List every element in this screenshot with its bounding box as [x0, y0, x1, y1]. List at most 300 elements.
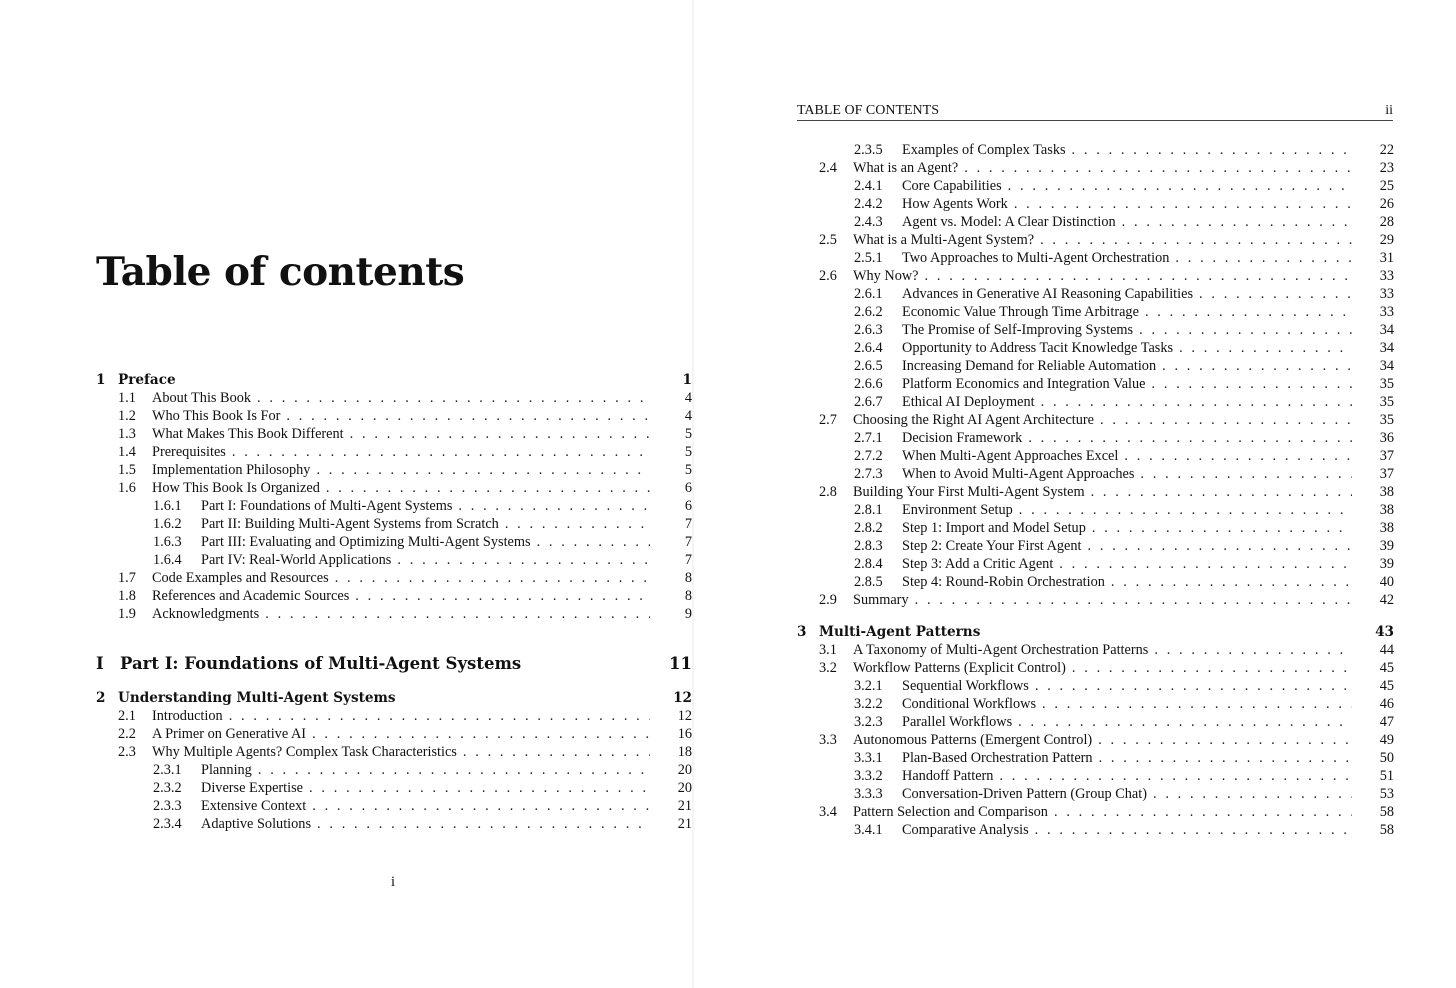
toc-entry-number: 1.5	[118, 462, 136, 478]
toc-entry-page: 39	[1379, 538, 1394, 554]
toc-entry-page: 7	[684, 552, 692, 568]
toc-entry-page: 8	[684, 588, 692, 604]
dot-leader	[1139, 322, 1352, 339]
dot-leader	[505, 516, 650, 533]
toc-entry-page: 35	[1379, 376, 1394, 392]
toc-entry-page: 38	[1379, 502, 1394, 518]
toc-entry-title: A Primer on Generative AI	[152, 726, 307, 742]
dot-leader	[257, 390, 650, 407]
toc-entry-number: 2.6.6	[854, 376, 883, 392]
toc-entry-title: Environment Setup	[902, 502, 1013, 518]
toc-entry-number: 3	[797, 624, 807, 640]
toc-entry-number: 2.8	[819, 484, 837, 500]
dot-leader	[309, 780, 650, 797]
dot-leader	[964, 160, 1352, 177]
toc-entry-title: Pattern Selection and Comparison	[853, 804, 1048, 820]
toc-entry[interactable]	[854, 786, 1394, 804]
toc-entry-page: 40	[1379, 574, 1394, 590]
dot-leader	[258, 762, 650, 779]
toc-entry-title: Part III: Evaluating and Optimizing Multi-Agent Systems	[201, 534, 531, 550]
toc-entry-number: 1.7	[118, 570, 136, 586]
toc-entry-number: 1.6.2	[153, 516, 182, 532]
toc-entry-title: Adaptive Solutions	[201, 816, 312, 832]
toc-entry-title: Opportunity to Address Tacit Knowledge Tasks	[902, 340, 1174, 356]
toc-entry-number: 1.6.1	[153, 498, 182, 514]
toc-entry-title: Step 4: Round-Robin Orchestration	[902, 574, 1105, 590]
toc-entry[interactable]	[118, 570, 692, 588]
toc-entry-title: Autonomous Patterns (Emergent Control)	[853, 732, 1093, 748]
toc-entry-page: 42	[1379, 592, 1394, 608]
toc-entry-number: 3.3.3	[854, 786, 883, 802]
toc-entry-title: Extensive Context	[201, 798, 307, 814]
toc-entry-number: 3.2.1	[854, 678, 883, 694]
toc-entry-page: 6	[684, 498, 692, 514]
toc-entry-number: 2.6.7	[854, 394, 883, 410]
toc-entry[interactable]	[854, 142, 1394, 160]
toc-entry-page: 31	[1379, 250, 1394, 266]
toc-entry-page: 51	[1379, 768, 1394, 784]
toc-entry-number: 2.6.3	[854, 322, 883, 338]
toc-entry[interactable]	[153, 816, 692, 834]
toc-entry[interactable]	[819, 268, 1394, 286]
toc-entry[interactable]	[118, 444, 692, 462]
toc-entry-page: 16	[677, 726, 692, 742]
toc-entry-number: 2.4.1	[854, 178, 883, 194]
toc-entry[interactable]	[797, 624, 1394, 642]
toc-entry-title: Why Multiple Agents? Complex Task Characteristics	[152, 744, 457, 760]
toc-entry[interactable]	[854, 502, 1394, 520]
toc-entry-title: Conditional Workflows	[902, 696, 1037, 712]
dot-leader	[232, 444, 650, 461]
dot-leader	[1014, 196, 1352, 213]
toc-entry[interactable]	[854, 768, 1394, 786]
toc-entry-number: 2.5	[819, 232, 837, 248]
toc-entry-page: 7	[684, 516, 692, 532]
dot-leader	[1059, 556, 1352, 573]
toc-entry[interactable]	[819, 660, 1394, 678]
toc-entry[interactable]	[854, 358, 1394, 376]
toc-entry-title: Agent vs. Model: A Clear Distinction	[902, 214, 1116, 230]
toc-entry-page: 18	[677, 744, 692, 760]
toc-entry-number: 2.3.2	[153, 780, 182, 796]
toc-entry-page: 58	[1379, 822, 1394, 838]
toc-entry[interactable]	[153, 780, 692, 798]
toc-entry-number: 2.3.1	[153, 762, 182, 778]
toc-entry-page: 26	[1379, 196, 1394, 212]
page-title: Table of contents	[96, 249, 465, 295]
toc-entry-title: Diverse Expertise	[201, 780, 304, 796]
toc-entry[interactable]	[854, 394, 1394, 412]
toc-entry-page: 39	[1379, 556, 1394, 572]
toc-entry-number: 3.4	[819, 804, 837, 820]
toc-entry-page: 34	[1379, 322, 1394, 338]
toc-entry-page: 44	[1379, 642, 1394, 658]
toc-entry[interactable]	[118, 588, 692, 606]
running-header	[797, 103, 1393, 121]
toc-entry-title: Economic Value Through Time Arbitrage	[902, 304, 1139, 320]
toc-entry[interactable]	[153, 798, 692, 816]
toc-entry-page: 5	[684, 426, 692, 442]
dot-leader	[1140, 466, 1352, 483]
toc-entry-title: Parallel Workflows	[902, 714, 1013, 730]
toc-entry-number: 2.6.4	[854, 340, 883, 356]
toc-entry-number: 3.3.1	[854, 750, 883, 766]
dot-leader	[1100, 412, 1352, 429]
toc-entry-page: 23	[1379, 160, 1394, 176]
toc-entry-number: 2.7.2	[854, 448, 883, 464]
dot-leader	[1111, 574, 1352, 591]
toc-entry-page: 38	[1379, 520, 1394, 536]
toc-entry-number: 3.3	[819, 732, 837, 748]
toc-entry-title: Part IV: Real-World Applications	[201, 552, 392, 568]
dot-leader	[1092, 520, 1352, 537]
running-header-title: TABLE OF CONTENTS	[797, 103, 939, 118]
dot-leader	[1175, 250, 1352, 267]
dot-leader	[1008, 178, 1352, 195]
toc-entry-number: 2.8.4	[854, 556, 883, 572]
toc-entry-number: 2.1	[118, 708, 136, 724]
toc-entry-page: 7	[684, 534, 692, 550]
dot-leader	[925, 268, 1352, 285]
dot-leader	[312, 798, 650, 815]
toc-entry-number: 2.6	[819, 268, 837, 284]
toc-entry-title: Workflow Patterns (Explicit Control)	[853, 660, 1066, 676]
toc-entry-number: I	[96, 654, 104, 673]
toc-entry-page: 37	[1379, 448, 1394, 464]
dot-leader	[350, 426, 650, 443]
toc-entry[interactable]	[819, 732, 1394, 750]
toc-entry[interactable]	[854, 678, 1394, 696]
toc-entry[interactable]	[854, 430, 1394, 448]
toc-entry-page: 35	[1379, 394, 1394, 410]
dot-leader	[1162, 358, 1352, 375]
dot-leader	[317, 816, 650, 833]
toc-entry-number: 1.6.3	[153, 534, 182, 550]
toc-entry[interactable]	[153, 516, 692, 534]
toc-entry[interactable]	[819, 642, 1394, 660]
toc-entry-page: 38	[1379, 484, 1394, 500]
toc-entry[interactable]	[118, 390, 692, 408]
toc-entry[interactable]	[153, 534, 692, 552]
toc-entry-title: Part I: Foundations of Multi-Agent Systems	[120, 654, 522, 673]
toc-entry-title: Comparative Analysis	[902, 822, 1029, 838]
dot-leader	[229, 708, 650, 725]
toc-entry-title: Preface	[118, 372, 176, 388]
toc-entry[interactable]	[819, 804, 1394, 822]
toc-entry[interactable]	[854, 376, 1394, 394]
toc-entry-page: 36	[1379, 430, 1394, 446]
toc-entry-number: 1.6.4	[153, 552, 182, 568]
toc-entry-title: Handoff Pattern	[902, 768, 994, 784]
toc-entry[interactable]	[118, 606, 692, 624]
dot-leader	[1145, 304, 1352, 321]
toc-entry-page: 34	[1379, 340, 1394, 356]
left-page	[0, 0, 692, 988]
toc-entry-title: Planning	[201, 762, 252, 778]
toc-entry-page: 12	[677, 708, 692, 724]
toc-entry-title: Step 2: Create Your First Agent	[902, 538, 1082, 554]
dot-leader	[355, 588, 650, 605]
toc-entry-number: 2.9	[819, 592, 837, 608]
toc-entry-title: Code Examples and Resources	[152, 570, 329, 586]
toc-entry-page: 4	[684, 390, 692, 406]
toc-entry[interactable]	[118, 744, 692, 762]
toc-entry-title: A Taxonomy of Multi-Agent Orchestration Patterns	[853, 642, 1149, 658]
running-header-page-number: ii	[1385, 103, 1393, 118]
toc-entry-page: 5	[684, 462, 692, 478]
toc-entry-title: What Makes This Book Different	[152, 426, 344, 442]
toc-entry-title: What is a Multi-Agent System?	[853, 232, 1035, 248]
toc-entry[interactable]	[854, 556, 1394, 574]
dot-leader	[458, 498, 650, 515]
toc-entry-title: Conversation-Driven Pattern (Group Chat)	[902, 786, 1147, 802]
toc-entry-title: How Agents Work	[902, 196, 1008, 212]
toc-entry-title: Step 1: Import and Model Setup	[902, 520, 1086, 536]
dot-leader	[1019, 502, 1352, 519]
toc-entry-number: 3.2.2	[854, 696, 883, 712]
toc-entry-page: 1	[682, 372, 692, 388]
toc-entry-number: 1.8	[118, 588, 136, 604]
dot-leader	[326, 480, 650, 497]
toc-entry-title: Decision Framework	[902, 430, 1023, 446]
dot-leader	[999, 768, 1352, 785]
toc-entry-number: 2.7.1	[854, 430, 883, 446]
toc-entry-page: 20	[677, 780, 692, 796]
toc-entry-number: 2.8.5	[854, 574, 883, 590]
toc-entry[interactable]	[854, 448, 1394, 466]
dot-leader	[312, 726, 650, 743]
toc-entry[interactable]	[854, 538, 1394, 556]
dot-leader	[1042, 696, 1352, 713]
toc-entry-number: 1	[96, 372, 106, 388]
toc-entry-title: Implementation Philosophy	[152, 462, 311, 478]
toc-entry-title: Advances in Generative AI Reasoning Capabilities	[902, 286, 1194, 302]
dot-leader	[1122, 214, 1352, 231]
toc-entry[interactable]	[118, 480, 692, 498]
toc-entry-title: Building Your First Multi-Agent System	[853, 484, 1085, 500]
toc-entry[interactable]	[819, 412, 1394, 430]
toc-entry-number: 3.1	[819, 642, 837, 658]
toc-entry-page: 21	[677, 816, 692, 832]
toc-entry-number: 2.6.2	[854, 304, 883, 320]
dot-leader	[1088, 538, 1352, 555]
right-page	[694, 0, 1456, 988]
toc-entry-number: 2.8.2	[854, 520, 883, 536]
toc-entry-title: What is an Agent?	[853, 160, 959, 176]
toc-entry-page: 8	[684, 570, 692, 586]
toc-entry-page: 22	[1379, 142, 1394, 158]
toc-entry[interactable]	[153, 762, 692, 780]
toc-entry[interactable]	[118, 462, 692, 480]
toc-entry[interactable]	[854, 304, 1394, 322]
dot-leader	[1099, 750, 1352, 767]
toc-entry-title: Ethical AI Deployment	[902, 394, 1035, 410]
toc-entry-number: 2.3	[118, 744, 136, 760]
toc-entry-number: 2.2	[118, 726, 136, 742]
toc-entry[interactable]	[854, 322, 1394, 340]
toc-entry-title: Increasing Demand for Reliable Automation	[902, 358, 1157, 374]
dot-leader	[265, 606, 650, 623]
dot-leader	[1153, 786, 1352, 803]
toc-entry-number: 1.4	[118, 444, 136, 460]
dot-leader	[1041, 394, 1352, 411]
toc-entry-title: Introduction	[152, 708, 223, 724]
toc-entry-page: 33	[1379, 304, 1394, 320]
toc-entry[interactable]	[854, 286, 1394, 304]
toc-entry-title: Core Capabilities	[902, 178, 1002, 194]
dot-leader	[1124, 448, 1352, 465]
dot-leader	[286, 408, 650, 425]
toc-entry-title: When Multi-Agent Approaches Excel	[902, 448, 1119, 464]
toc-entry-number: 2.5.1	[854, 250, 883, 266]
toc-entry-page: 29	[1379, 232, 1394, 248]
toc-entry-number: 2.3.5	[854, 142, 883, 158]
toc-entry[interactable]	[96, 654, 692, 672]
toc-entry-page: 58	[1379, 804, 1394, 820]
dot-leader	[1152, 376, 1352, 393]
toc-entry[interactable]	[854, 178, 1394, 196]
toc-entry[interactable]	[854, 214, 1394, 232]
toc-entry-number: 2.4	[819, 160, 837, 176]
dot-leader	[915, 592, 1352, 609]
toc-entry-number: 2.4.3	[854, 214, 883, 230]
toc-entry-number: 2.6.1	[854, 286, 883, 302]
toc-entry-number: 2.4.2	[854, 196, 883, 212]
toc-entry[interactable]	[854, 696, 1394, 714]
toc-entry[interactable]	[118, 408, 692, 426]
toc-entry[interactable]	[854, 520, 1394, 538]
toc-entry-page: 45	[1379, 678, 1394, 694]
toc-entry-page: 45	[1379, 660, 1394, 676]
dot-leader	[1035, 678, 1352, 695]
toc-entry[interactable]	[153, 552, 692, 570]
toc-entry[interactable]	[854, 714, 1394, 732]
toc-entry-number: 3.2	[819, 660, 837, 676]
toc-entry-title: About This Book	[152, 390, 252, 406]
toc-entry-page: 28	[1379, 214, 1394, 230]
toc-entry-page: 20	[677, 762, 692, 778]
toc-entry[interactable]	[854, 196, 1394, 214]
dot-leader	[1072, 660, 1352, 677]
toc-entry[interactable]	[854, 822, 1394, 840]
toc-entry-title: Sequential Workflows	[902, 678, 1029, 694]
toc-entry-title: Summary	[853, 592, 909, 608]
toc-entry-number: 1.1	[118, 390, 136, 406]
dot-leader	[1035, 822, 1352, 839]
dot-leader	[397, 552, 650, 569]
toc-entry-title: Why Now?	[853, 268, 919, 284]
dot-leader	[1179, 340, 1352, 357]
toc-entry[interactable]	[819, 484, 1394, 502]
dot-leader	[316, 462, 650, 479]
toc-entry-page: 5	[684, 444, 692, 460]
toc-entry-number: 2.8.1	[854, 502, 883, 518]
toc-entry-number: 1.3	[118, 426, 136, 442]
toc-entry-page: 25	[1379, 178, 1394, 194]
dot-leader	[1028, 430, 1352, 447]
toc-entry-number: 2.3.3	[153, 798, 182, 814]
toc-entry-number: 3.3.2	[854, 768, 883, 784]
toc-entry-page: 34	[1379, 358, 1394, 374]
toc-entry-title: Plan-Based Orchestration Pattern	[902, 750, 1093, 766]
dot-leader	[1154, 642, 1352, 659]
toc-entry-page: 43	[1375, 624, 1394, 640]
toc-entry-page: 21	[677, 798, 692, 814]
dot-leader	[1054, 804, 1352, 821]
toc-entry-page: 33	[1379, 268, 1394, 284]
dot-leader	[463, 744, 650, 761]
toc-entry-number: 1.9	[118, 606, 136, 622]
toc-entry-title: Understanding Multi-Agent Systems	[118, 690, 396, 706]
toc-entry-title: Prerequisites	[152, 444, 226, 460]
toc-entry-title: Platform Economics and Integration Value	[902, 376, 1146, 392]
toc-entry-title: Who This Book Is For	[152, 408, 281, 424]
toc-entry-title: References and Academic Sources	[152, 588, 350, 604]
toc-entry-page: 46	[1379, 696, 1394, 712]
toc-entry-number: 2.6.5	[854, 358, 883, 374]
toc-entry-title: Choosing the Right AI Agent Architecture	[853, 412, 1095, 428]
toc-entry-title: When to Avoid Multi-Agent Approaches	[902, 466, 1135, 482]
toc-entry[interactable]	[819, 232, 1394, 250]
dot-leader	[1040, 232, 1352, 249]
toc-entry-page: 11	[669, 654, 692, 673]
toc-entry-title: The Promise of Self-Improving Systems	[902, 322, 1134, 338]
toc-entry-title: Two Approaches to Multi-Agent Orchestration	[902, 250, 1170, 266]
toc-entry-title: Part I: Foundations of Multi-Agent Systems	[201, 498, 453, 514]
toc-entry[interactable]	[854, 250, 1394, 268]
toc-entry-number: 2.8.3	[854, 538, 883, 554]
toc-entry-page: 37	[1379, 466, 1394, 482]
toc-entry-page: 50	[1379, 750, 1394, 766]
dot-leader	[1098, 732, 1352, 749]
toc-entry-page: 9	[684, 606, 692, 622]
toc-entry[interactable]	[118, 708, 692, 726]
toc-entry[interactable]	[118, 426, 692, 444]
toc-entry-page: 35	[1379, 412, 1394, 428]
toc-entry-page: 4	[684, 408, 692, 424]
toc-entry[interactable]	[118, 726, 692, 744]
toc-entry[interactable]	[96, 372, 692, 390]
toc-entry-number: 1.2	[118, 408, 136, 424]
dot-leader	[1199, 286, 1352, 303]
toc-entry-page: 6	[684, 480, 692, 496]
toc-entry-number: 2	[96, 690, 106, 706]
toc-entry[interactable]	[854, 340, 1394, 358]
toc-entry[interactable]	[819, 160, 1394, 178]
toc-entry[interactable]	[854, 750, 1394, 768]
toc-entry-number: 1.6	[118, 480, 136, 496]
toc-entry-title: Part II: Building Multi-Agent Systems from Scratch	[201, 516, 499, 532]
toc-entry-page: 53	[1379, 786, 1394, 802]
dot-leader	[335, 570, 650, 587]
toc-entry-title: Multi-Agent Patterns	[819, 624, 981, 640]
toc-entry[interactable]	[153, 498, 692, 516]
toc-entry-number: 2.7	[819, 412, 837, 428]
toc-entry-number: 3.2.3	[854, 714, 883, 730]
toc-entry-number: 3.4.1	[854, 822, 883, 838]
toc-entry[interactable]	[854, 574, 1394, 592]
toc-entry-page: 47	[1379, 714, 1394, 730]
toc-entry-page: 12	[673, 690, 692, 706]
toc-entry[interactable]	[96, 690, 692, 708]
toc-entry-number: 2.7.3	[854, 466, 883, 482]
toc-entry[interactable]	[819, 592, 1394, 610]
dot-leader	[1072, 142, 1352, 159]
footer-page-number: i	[391, 874, 396, 890]
toc-entry[interactable]	[854, 466, 1394, 484]
toc-entry-page: 33	[1379, 286, 1394, 302]
dot-leader	[537, 534, 650, 551]
